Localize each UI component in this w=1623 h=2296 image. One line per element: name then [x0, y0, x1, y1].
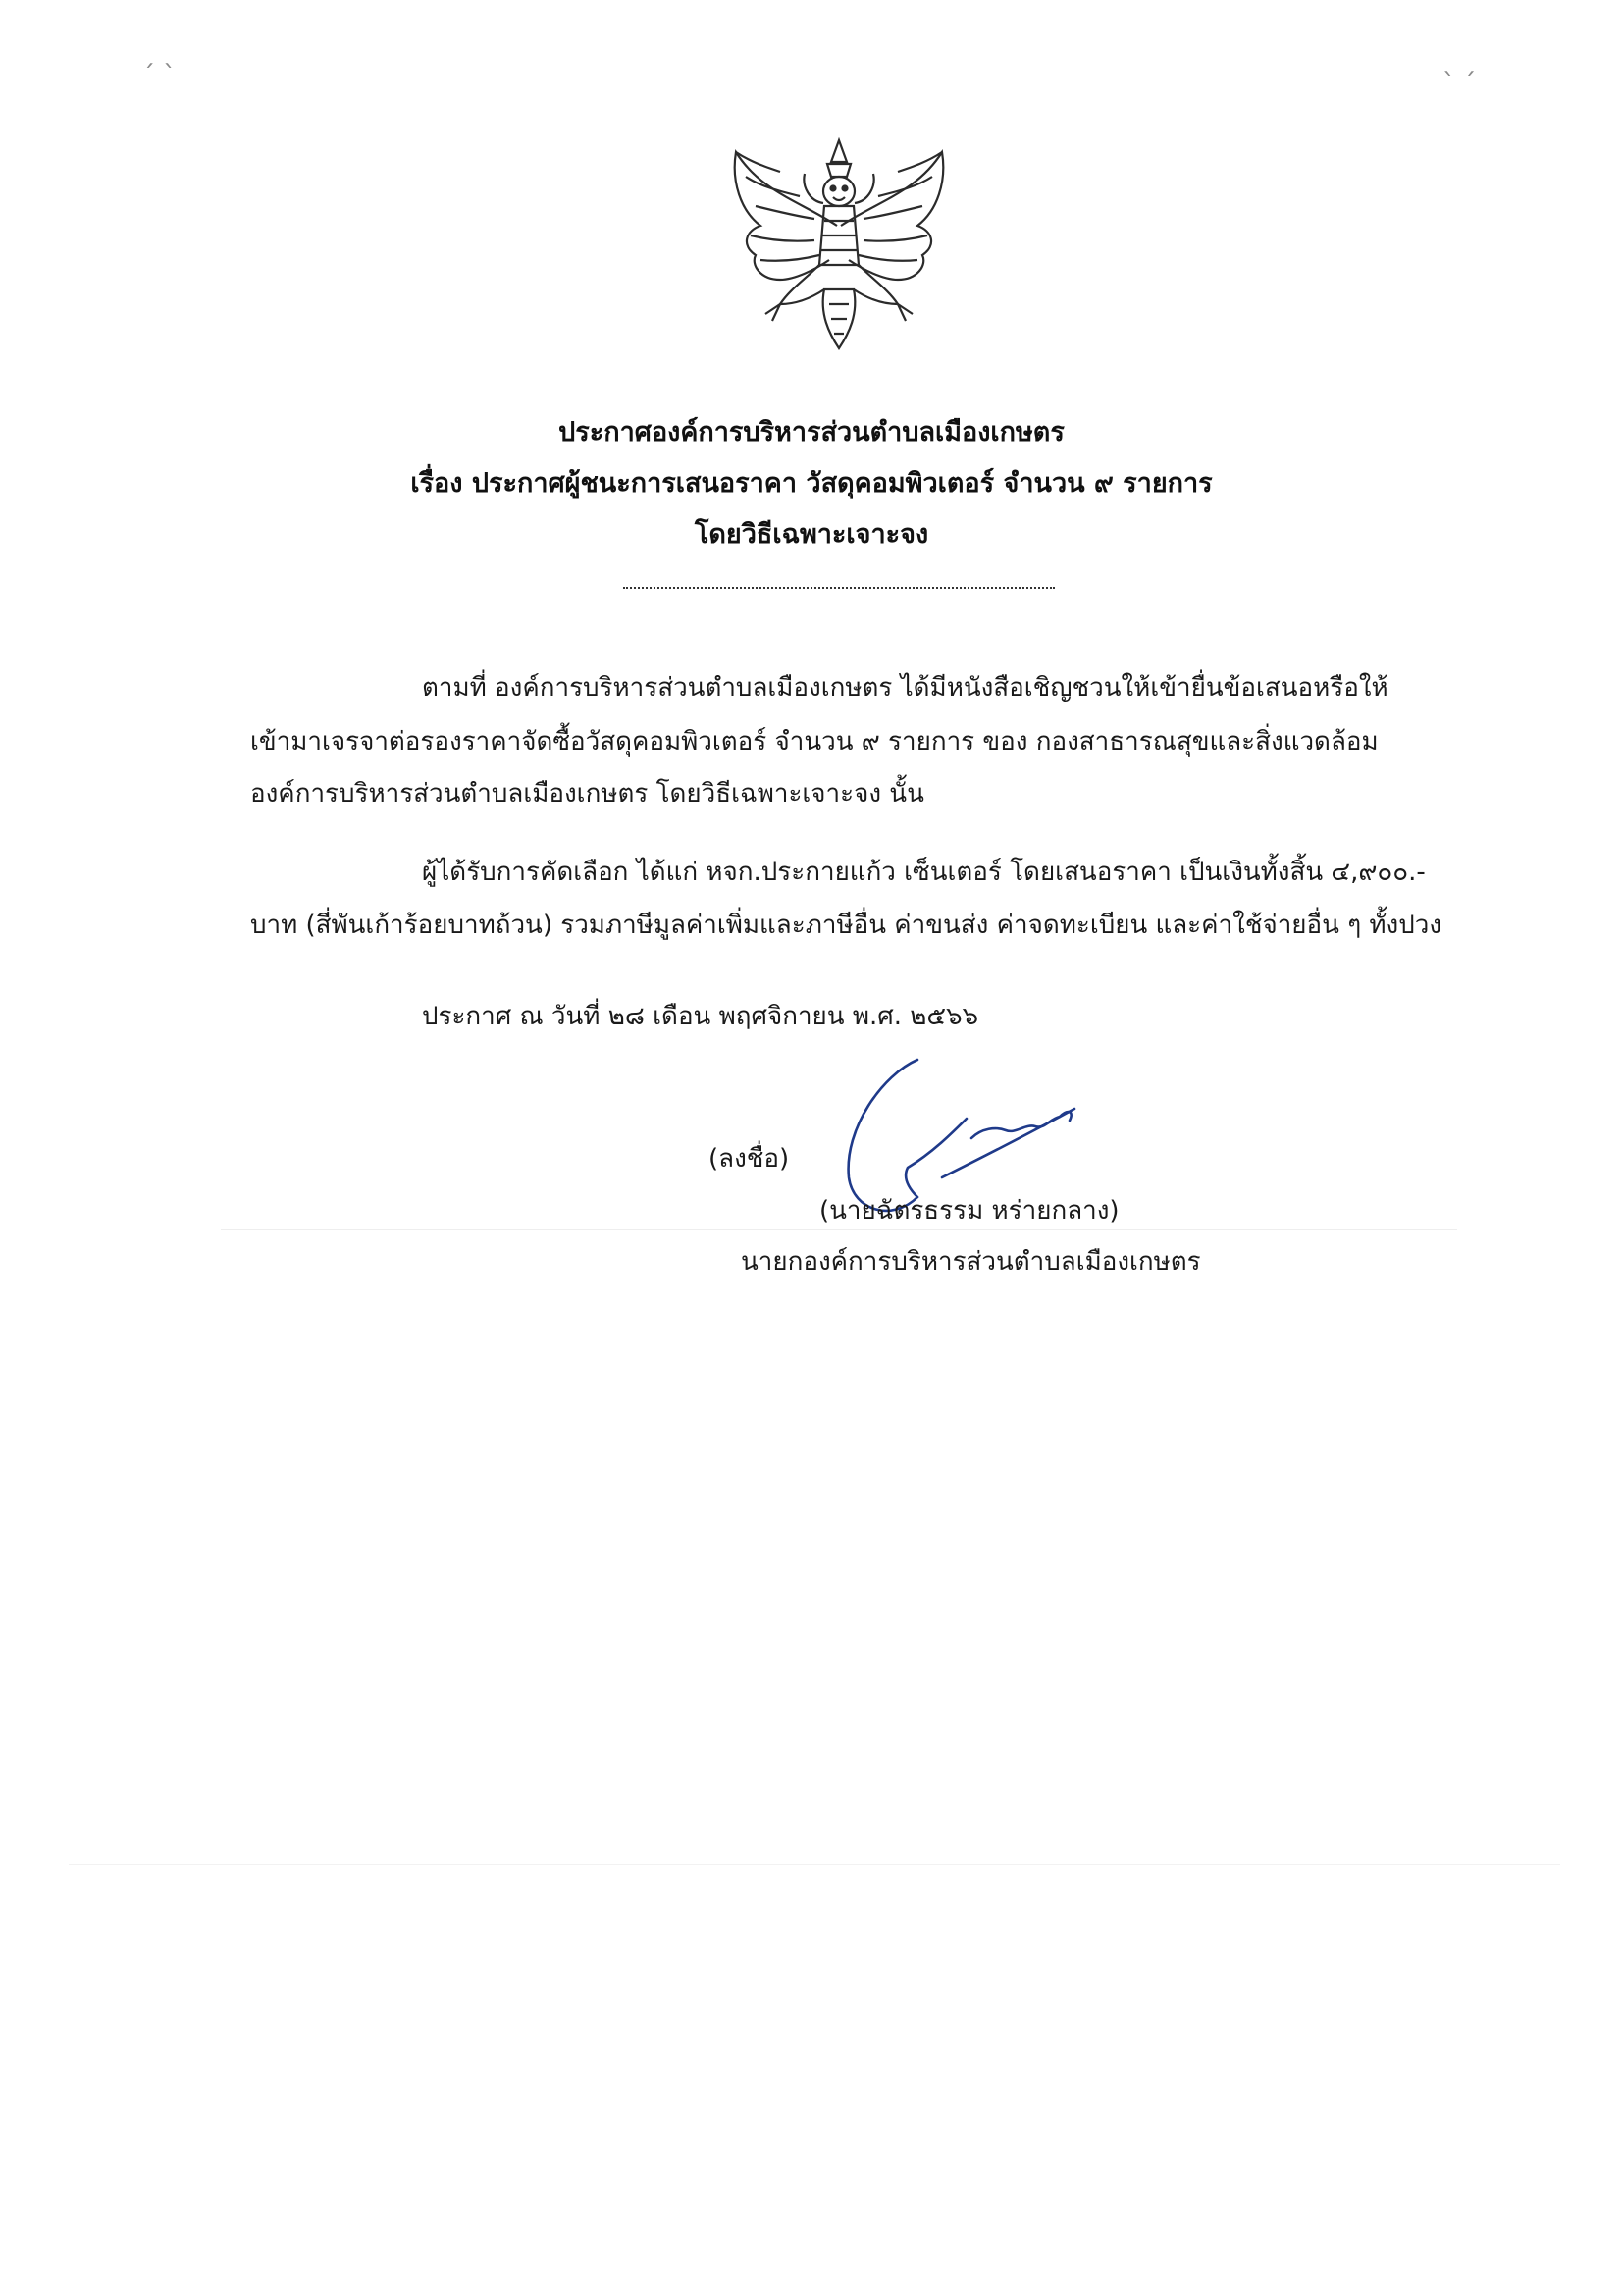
announcement-subject: เรื่อง ประกาศผู้ชนะการเสนอราคา วัสดุคอมพิวเตอร์ จำนวน ๙ รายการ	[410, 468, 1213, 498]
body-paragraph-1-line-1: ตามที่ องค์การบริหารส่วนตำบลเมืองเกษตร ได้มีหนังสือเชิญชวนให้เข้ายื่นข้อเสนอหรือให้	[422, 673, 1388, 703]
dotted-separator	[623, 587, 1055, 589]
scan-speck: ˎ ˏ	[1442, 47, 1477, 77]
scan-speck: ˏ ˎ	[142, 39, 177, 69]
scan-artifact-line	[221, 1229, 1457, 1230]
scan-artifact-line	[69, 1864, 1560, 1865]
body-paragraph-2-line-1: ผู้ได้รับการคัดเลือก ได้แก่ หจก.ประกายแก้ว เซ็นเตอร์ โดยเสนอราคา เป็นเงินทั้งสิ้น ๔,๙๐๐.-	[422, 858, 1426, 887]
body-paragraph-1-line-3: องค์การบริหารส่วนตำบลเมืองเกษตร โดยวิธีเฉพาะเจาะจง นั้น	[250, 779, 924, 809]
signatory-name: (นายฉัตรธรรม หร่ายกลาง)	[819, 1196, 1120, 1226]
body-paragraph-1-line-2: เข้ามาเจรจาต่อรองราคาจัดซื้อวัสดุคอมพิวเตอร์ จำนวน ๙ รายการ ของ กองสาธารณสุขและสิ่งแวดล้อม	[250, 727, 1379, 757]
announcement-date: ประกาศ ณ วันที่ ๒๘ เดือน พฤศจิกายน พ.ศ. ๒๕๖๖	[422, 1002, 979, 1031]
garuda-emblem-icon	[721, 132, 957, 353]
announcement-title: ประกาศองค์การบริหารส่วนตำบลเมืองเกษตร	[558, 417, 1065, 447]
signature-label: (ลงชื่อ)	[708, 1144, 790, 1174]
signatory-position: นายกองค์การบริหารส่วนตำบลเมืองเกษตร	[741, 1247, 1201, 1277]
body-paragraph-2-line-2: บาท (สี่พันเก้าร้อยบาทถ้วน) รวมภาษีมูลค่าเพิ่มและภาษีอื่น ค่าขนส่ง ค่าจดทะเบียน และค่าใช้จ่ายอื่น ๆ ทั้งปวง	[250, 911, 1442, 940]
announcement-method: โดยวิธีเฉพาะเจาะจง	[694, 519, 929, 549]
